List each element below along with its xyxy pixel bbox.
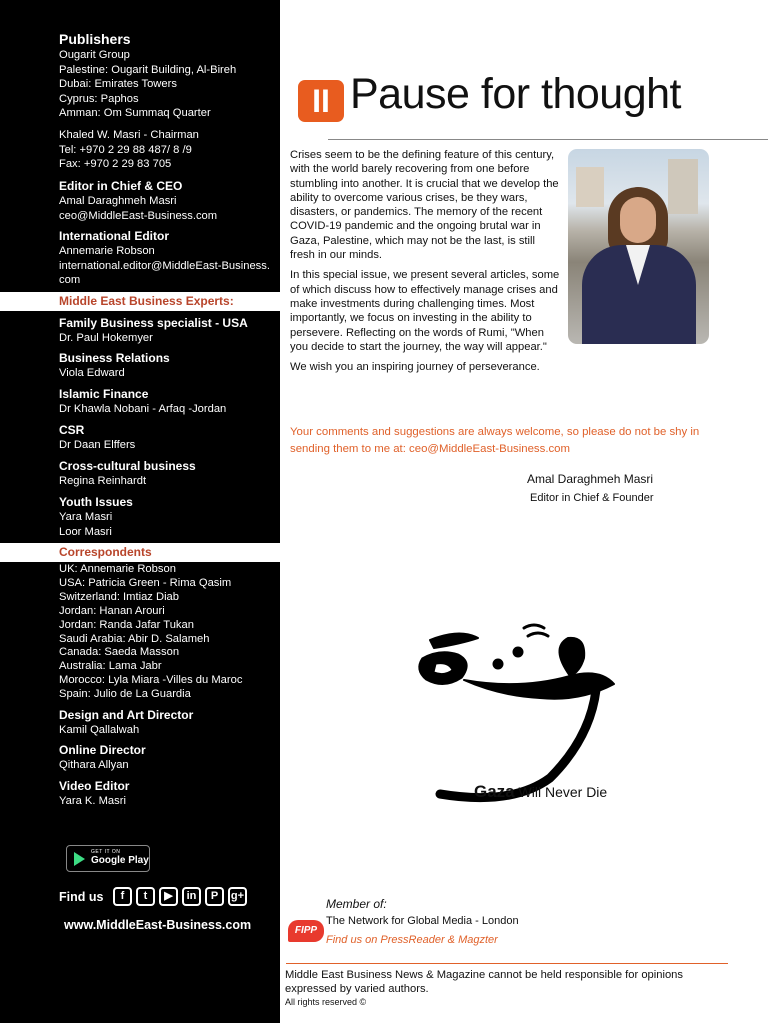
- expert-name: Dr. Paul Hokemyer: [59, 332, 153, 344]
- signature-role: Editor in Chief & Founder: [530, 492, 654, 504]
- pressreader-link[interactable]: Find us on PressReader & Magzter: [326, 934, 498, 946]
- correspondent-item: Spain: Julio de La Guardia: [59, 688, 191, 701]
- expert-heading: Cross-cultural business: [59, 459, 196, 473]
- website-link[interactable]: www.MiddleEast-Business.com: [64, 918, 252, 932]
- find-us-label: Find us: [59, 890, 104, 904]
- publisher-line: Cyprus: Paphos: [59, 92, 139, 105]
- youtube-icon[interactable]: ▶: [159, 887, 178, 906]
- expert-heading: CSR: [59, 423, 85, 437]
- signature-name: Amal Daraghmeh Masri: [527, 472, 654, 486]
- google-play-icon: [74, 852, 85, 866]
- correspondent-item: Switzerland: Imtiaz Diab: [59, 590, 179, 603]
- experts-band: [0, 292, 280, 311]
- facebook-icon[interactable]: f: [113, 887, 132, 906]
- expert-block: [59, 316, 274, 346]
- design-name: Kamil Qallalwah: [59, 724, 140, 736]
- correspondent-item: Canada: Saeda Masson: [59, 646, 180, 659]
- google-play-badge[interactable]: [66, 845, 150, 872]
- masthead-sidebar: [0, 0, 280, 1023]
- correspondents-band: [0, 543, 280, 562]
- expert-name: Loor Masri: [59, 525, 112, 538]
- online-block: [59, 743, 274, 773]
- footer-divider: [286, 963, 728, 964]
- video-heading: Video Editor: [59, 779, 130, 793]
- title-divider: [328, 139, 768, 140]
- video-block: [59, 779, 274, 809]
- correspondent-item: Jordan: Randa Jafar Tukan: [59, 618, 194, 631]
- publishers-heading: Publishers: [59, 31, 131, 47]
- google-play-label: Google Play: [91, 855, 149, 866]
- gaza-calligraphy-logo: [400, 618, 628, 803]
- expert-block: [59, 459, 274, 489]
- correspondents-list: [59, 563, 274, 702]
- correspondent-item: Saudi Arabia: Abir D. Salameh: [59, 632, 210, 645]
- comments-invitation: Your comments and suggestions are always welcome, so please do not be shy in sending them to me at: ceo@MiddleEast-Business.com: [290, 426, 700, 455]
- editorial-body: [290, 148, 562, 380]
- expert-name: Regina Reinhardt: [59, 475, 147, 487]
- editor-in-chief-heading: Editor in Chief & CEO: [59, 179, 183, 193]
- editor-in-chief-email[interactable]: ceo@MiddleEast-Business.com: [59, 209, 218, 222]
- correspondent-item: Australia: Lama Jabr: [59, 660, 162, 673]
- tel-line: Tel: +970 2 29 88 487/ 8 /9: [59, 143, 192, 156]
- rights-text: All rights reserved ©: [285, 997, 367, 1007]
- publishers-block: [59, 31, 274, 121]
- gaza-word: Gaza: [474, 782, 515, 801]
- editor-portrait-photo: [568, 149, 709, 344]
- publisher-line: Ougarit Group: [59, 49, 130, 61]
- expert-block: [59, 387, 274, 417]
- fax-line: Fax: +970 2 29 83 705: [59, 158, 172, 171]
- disclaimer-text: Middle East Business News & Magazine cannot be held responsible for opinions expressed by varied authors.: [285, 969, 684, 995]
- international-editor-block: [59, 229, 274, 288]
- editorial-paragraph: In this special issue, we present several articles, some of which discuss how to effectively manage crises and make investments during challenging times. Most importantly, we focus on investing in the ability to persevere. Reflecting on the words of Rumi, "When you decide to start the journey, the way will appear.": [290, 269, 560, 353]
- expert-heading: Islamic Finance: [59, 387, 149, 401]
- experts-band-label: Middle East Business Experts:: [59, 294, 234, 308]
- international-editor-heading: International Editor: [59, 229, 170, 243]
- member-heading: Member of:: [326, 897, 387, 911]
- editorial-paragraph: We wish you an inspiring journey of perseverance.: [290, 361, 540, 374]
- gaza-caption: [474, 782, 607, 802]
- expert-name: Yara Masri: [59, 511, 113, 523]
- expert-block: [59, 423, 274, 453]
- editor-in-chief-block: [59, 179, 274, 223]
- page-title: Pause for thought: [350, 70, 681, 118]
- network-text: The Network for Global Media - London: [326, 915, 519, 927]
- editor-in-chief-name: Amal Daraghmeh Masri: [59, 195, 177, 207]
- correspondent-item: Morocco: Lyla Miara -Villes du Maroc: [59, 674, 243, 687]
- correspondent-item: USA: Patricia Green - Rima Qasim: [59, 576, 232, 589]
- google-play-small-label: GET IT ON: [91, 849, 121, 855]
- expert-block: [59, 495, 274, 539]
- section-badge: II: [298, 80, 344, 122]
- linkedin-icon[interactable]: in: [182, 887, 201, 906]
- video-name: Yara K. Masri: [59, 795, 126, 807]
- expert-heading: Youth Issues: [59, 495, 133, 509]
- correspondent-item: Jordan: Hanan Arouri: [59, 604, 165, 617]
- chairman-line: Khaled W. Masri - Chairman: [59, 129, 199, 141]
- correspondent-item: UK: Annemarie Robson: [59, 563, 176, 575]
- online-heading: Online Director: [59, 743, 146, 757]
- online-name: Qithara Allyan: [59, 759, 129, 771]
- design-heading: Design and Art Director: [59, 708, 194, 722]
- twitter-icon[interactable]: t: [136, 887, 155, 906]
- expert-name: Dr Khawla Nobani - Arfaq -Jordan: [59, 403, 227, 415]
- google-plus-icon[interactable]: g+: [228, 887, 247, 906]
- international-editor-name: Annemarie Robson: [59, 245, 155, 257]
- design-block: [59, 708, 274, 738]
- gaza-tagline: Will Never Die: [518, 784, 608, 800]
- expert-heading: Business Relations: [59, 351, 170, 365]
- expert-heading: Family Business specialist - USA: [59, 316, 248, 330]
- correspondents-band-label: Correspondents: [59, 545, 152, 559]
- editorial-paragraph: Crises seem to be the defining feature of this century, with the world barely recovering from one before stumbling into another. It is crucial that we develop the ability to overcome various crises, be they wars, disasters, or pandemics. The memory of the recent COVID-19 pandemic and the ongoing brutal war in Gaza, Palestine, which may not be the last, is still fresh in our minds.: [290, 149, 559, 262]
- social-icons: [113, 887, 247, 906]
- publisher-line: Palestine: Ougarit Building, Al-Bireh: [59, 63, 237, 76]
- fipp-logo: FIPP: [288, 920, 324, 942]
- contact-block: [59, 128, 274, 172]
- publisher-line: Amman: Om Summaq Quarter: [59, 107, 211, 120]
- publisher-line: Dubai: Emirates Towers: [59, 78, 177, 91]
- pinterest-icon[interactable]: P: [205, 887, 224, 906]
- expert-name: Dr Daan Elffers: [59, 439, 136, 451]
- expert-block: [59, 351, 274, 381]
- expert-name: Viola Edward: [59, 367, 125, 379]
- international-editor-email[interactable]: international.editor@MiddleEast-Business.com: [59, 259, 270, 287]
